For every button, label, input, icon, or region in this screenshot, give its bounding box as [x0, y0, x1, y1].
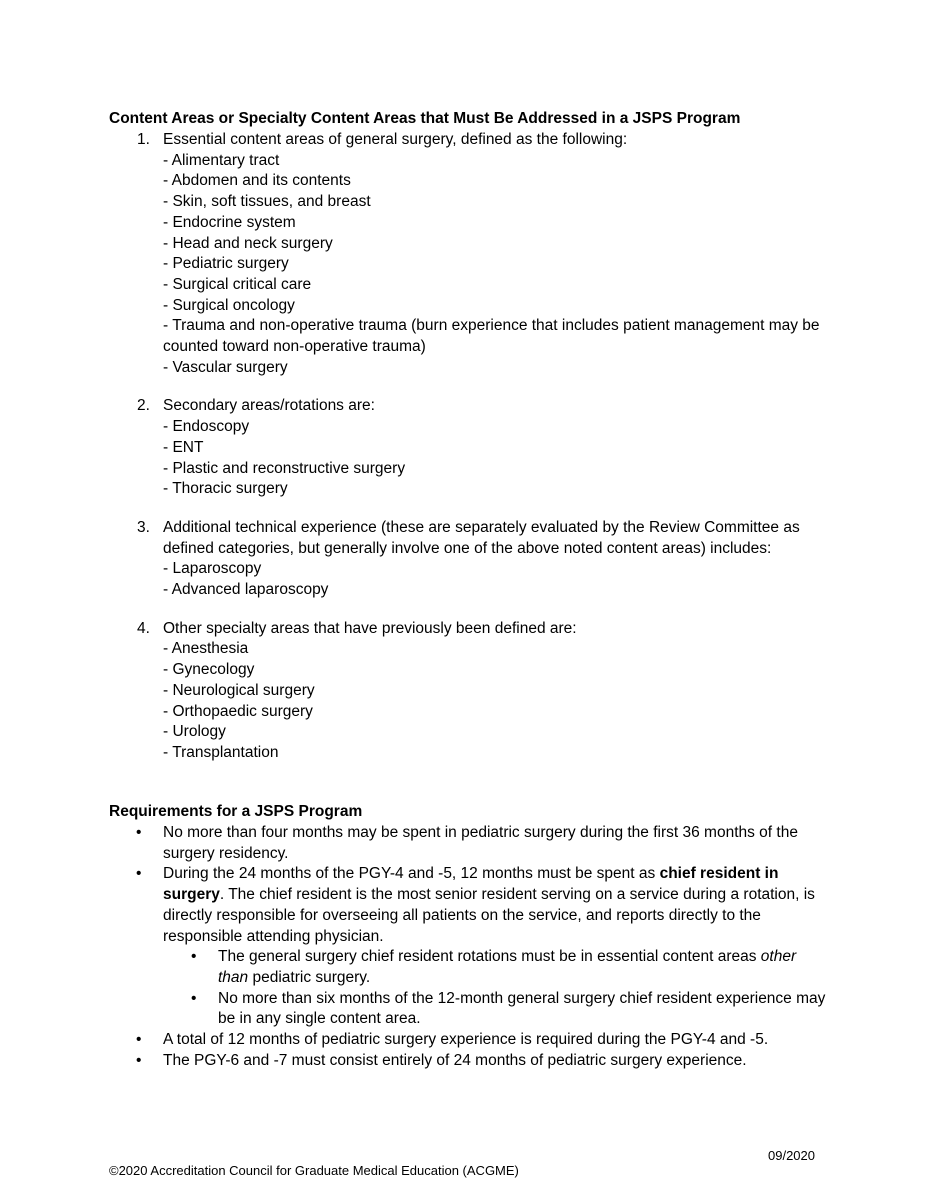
list-item: - Urology [163, 723, 226, 741]
sub-requirement-text [218, 947, 829, 988]
list-item: - Plastic and reconstructive surgery [163, 459, 406, 477]
list-item: - Alimentary tract [163, 151, 280, 169]
item-intro: Essential content areas of general surgery, defined as the following: [163, 131, 628, 148]
bullet-icon [109, 1030, 163, 1051]
list-item: - Pediatric surgery [163, 255, 289, 273]
item-intro: Additional technical experience (these are separately evaluated by the Review Committee as defined categories, but generally involve one of the above noted content areas) includes: [163, 518, 800, 557]
item-intro: Secondary areas/rotations are: [163, 397, 375, 415]
list-item: - Thoracic surgery [163, 480, 288, 498]
requirement-text [163, 864, 829, 947]
list-item: - ENT [163, 438, 204, 456]
content-area-item [109, 130, 829, 378]
requirement-item [109, 864, 829, 947]
requirements-heading: Requirements for a JSPS Program [109, 803, 363, 820]
requirement-text: The PGY-6 and -7 must consist entirely of 24 months of pediatric surgery experience. [163, 1051, 747, 1069]
item-number: 3. [137, 518, 150, 536]
requirement-text: A total of 12 months of pediatric surgery experience is required during the PGY-4 and -5. [163, 1031, 769, 1049]
bullet-icon [109, 823, 163, 864]
other-than-term: other than [218, 948, 797, 986]
list-item: - Endoscopy [163, 418, 250, 436]
requirement-item [109, 1030, 829, 1051]
chief-resident-term: chief resident in surgery [163, 865, 779, 904]
list-item: - Surgical oncology [163, 296, 295, 314]
content-areas-list [109, 130, 829, 764]
content-areas-heading: Content Areas or Specialty Content Areas that Must Be Addressed in a JSPS Program [109, 110, 741, 127]
item-number: 1. [137, 131, 150, 148]
bullet-icon [164, 947, 218, 988]
requirement-text-part: During the 24 months of the PGY-4 and -5, 12 months must be spent as [163, 865, 660, 883]
list-item: - Trauma and non-operative trauma (burn experience that includes patient management may be counted toward non-operative trauma) [163, 317, 820, 356]
list-item: - Laparoscopy [163, 560, 262, 578]
list-item: - Gynecology [163, 661, 255, 679]
list-item: - Advanced laparoscopy [163, 581, 329, 599]
requirement-item [109, 823, 829, 864]
content-area-item [109, 518, 829, 601]
list-item: - Orthopaedic surgery [163, 702, 313, 720]
requirements-list [109, 823, 829, 1071]
footer-copyright: ©2020 Accreditation Council for Graduate Medical Education (ACGME) [109, 1163, 519, 1178]
sub-requirement-item [109, 947, 829, 988]
list-item: - Neurological surgery [163, 681, 315, 699]
content-area-item [109, 619, 829, 764]
list-item: - Skin, soft tissues, and breast [163, 193, 371, 211]
bullet-icon [164, 989, 218, 1030]
item-number: 2. [137, 397, 150, 415]
list-item: - Endocrine system [163, 213, 296, 231]
content-area-item [109, 396, 829, 500]
list-item: - Anesthesia [163, 640, 249, 658]
list-item: - Vascular surgery [163, 358, 288, 376]
bullet-icon [109, 1051, 163, 1072]
requirement-item [109, 1051, 829, 1072]
requirement-text-part: pediatric surgery. [248, 968, 371, 986]
sub-requirement-item [109, 989, 829, 1030]
requirement-text-part: The general surgery chief resident rotations must be in essential content areas [218, 948, 761, 966]
requirement-text-part: . The chief resident is the most senior resident serving on a service during a rotation, is directly responsible for overseeing all patients on the service, and reports directly to the responsible attending physician. [163, 886, 815, 945]
item-intro: Other specialty areas that have previously been defined are: [163, 619, 577, 637]
item-number: 4. [137, 619, 150, 637]
footer-date: 09/2020 [768, 1148, 815, 1163]
list-item: - Transplantation [163, 743, 279, 761]
bullet-icon [109, 864, 163, 947]
requirement-text: No more than four months may be spent in pediatric surgery during the first 36 months of the surgery residency. [163, 824, 798, 862]
sub-requirement-text: No more than six months of the 12-month general surgery chief resident experience may be in any single content area. [218, 989, 826, 1028]
list-item: - Abdomen and its contents [163, 172, 351, 190]
list-item: - Surgical critical care [163, 275, 312, 293]
list-item: - Head and neck surgery [163, 234, 333, 252]
